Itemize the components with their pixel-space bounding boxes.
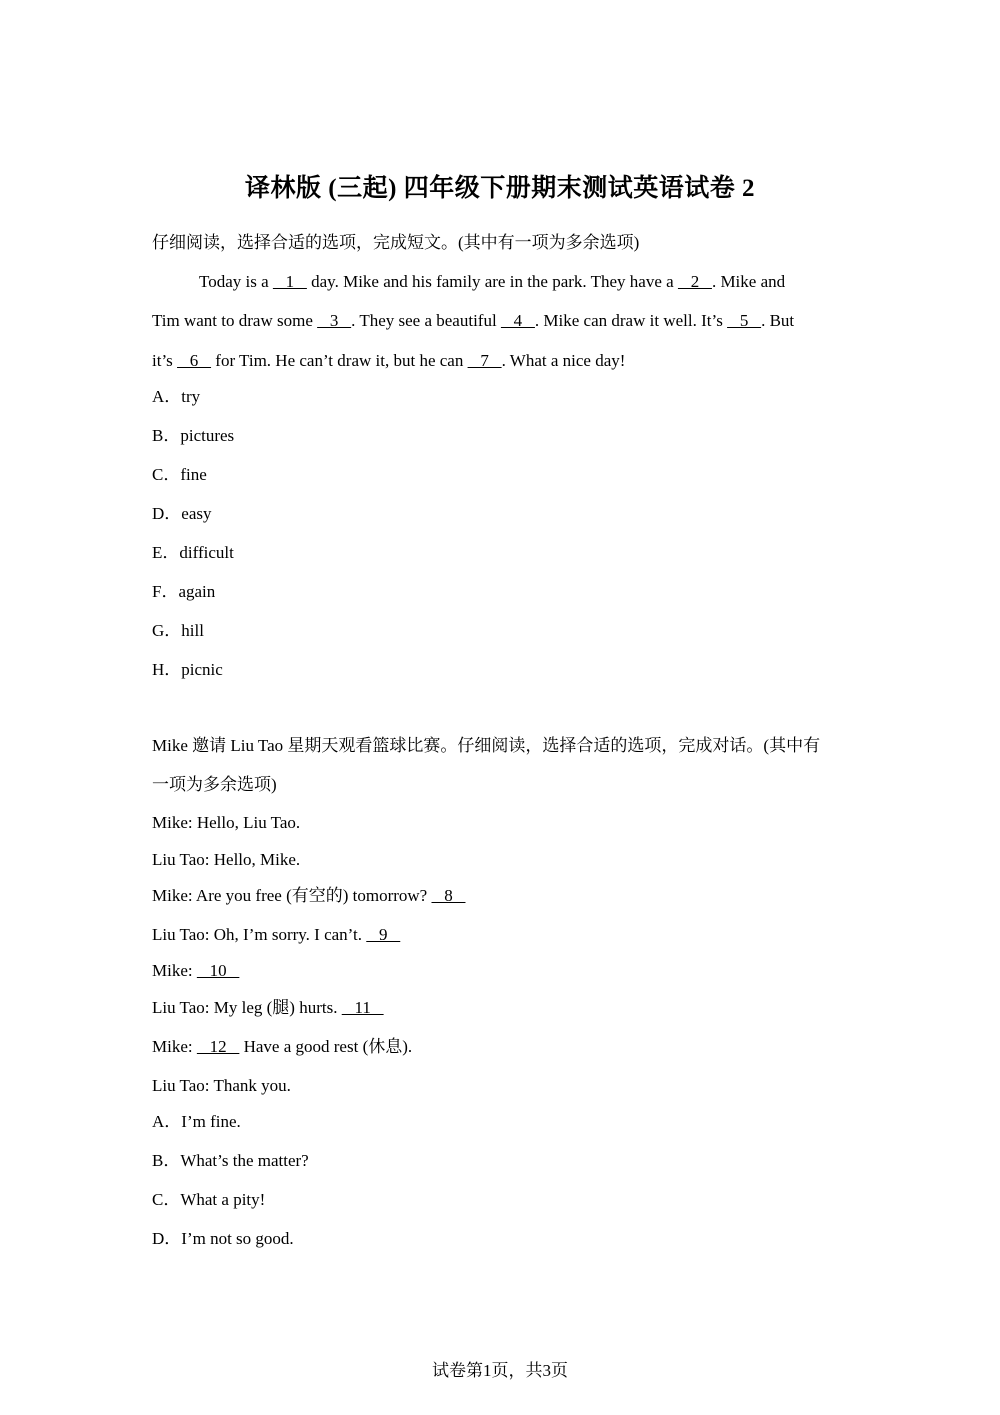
option-f bbox=[152, 581, 215, 603]
blank-11: 11 bbox=[341, 998, 384, 1017]
option-text: picnic bbox=[181, 660, 223, 679]
section2-instruction-line-1: Mike 邀请 Liu Tao 星期天观看篮球比赛。仔细阅读，选择合适的选项，完成对话。(其中有 bbox=[152, 736, 821, 755]
option-b bbox=[152, 1150, 309, 1172]
option-text: again bbox=[178, 582, 216, 601]
option-e bbox=[152, 542, 234, 564]
option-b bbox=[152, 425, 234, 447]
option-text: What a pity! bbox=[180, 1190, 266, 1209]
blank-6: 6 bbox=[177, 351, 212, 370]
passage-text: . They see a beautiful bbox=[351, 311, 501, 330]
blank-1: 1 bbox=[272, 272, 307, 291]
dialog-text: Liu Tao: My leg (腿) hurts. bbox=[152, 998, 342, 1017]
option-d bbox=[152, 1228, 294, 1250]
option-letter: A． bbox=[152, 387, 182, 406]
blank-10: 10 bbox=[196, 961, 240, 980]
blank-7: 7 bbox=[467, 351, 502, 370]
dialog-line-4 bbox=[152, 924, 400, 946]
dialog-line-1: Mike: Hello, Liu Tao. bbox=[152, 813, 301, 832]
passage-text: . But bbox=[761, 311, 795, 330]
passage-text: . Mike and bbox=[711, 272, 786, 291]
option-letter: C． bbox=[152, 1190, 181, 1209]
blank-2: 2 bbox=[677, 272, 712, 291]
option-text: hill bbox=[181, 621, 204, 640]
option-letter: H． bbox=[152, 660, 182, 679]
dialog-line-3 bbox=[152, 885, 465, 907]
dialog-line-2: Liu Tao: Hello, Mike. bbox=[152, 850, 301, 869]
option-letter: G． bbox=[152, 621, 182, 640]
passage-line-3 bbox=[152, 350, 625, 372]
passage-text: Today is a bbox=[199, 272, 273, 291]
option-letter: B． bbox=[152, 1151, 181, 1170]
passage-line-2 bbox=[152, 310, 794, 332]
option-c bbox=[152, 464, 207, 486]
blank-3: 3 bbox=[317, 311, 352, 330]
option-letter: F． bbox=[152, 582, 179, 601]
passage-text: it’s bbox=[152, 351, 178, 370]
passage-text: . Mike can draw it well. It’s bbox=[534, 311, 728, 330]
dialog-text: Mike: bbox=[152, 1037, 197, 1056]
option-letter: C． bbox=[152, 465, 181, 484]
dialog-text: Mike: bbox=[152, 961, 197, 980]
section2-instruction-line-2: 一项为多余选项) bbox=[152, 775, 277, 794]
passage-text: day. Mike and his family are in the park. They have a bbox=[306, 272, 678, 291]
page-title: 译林版 (三起) 四年级下册期末测试英语试卷 2 bbox=[245, 175, 755, 202]
dialog-text: Mike: Are you free (有空的) tomorrow? bbox=[152, 886, 432, 905]
option-letter: D． bbox=[152, 504, 182, 523]
dialog-text: Liu Tao: Oh, I’m sorry. I can’t. bbox=[152, 925, 367, 944]
option-a bbox=[152, 386, 200, 408]
dialog-text: Have a good rest (休息). bbox=[239, 1037, 413, 1056]
blank-4: 4 bbox=[500, 311, 535, 330]
blank-9: 9 bbox=[366, 925, 401, 944]
option-text: What’s the matter? bbox=[180, 1151, 309, 1170]
dialog-line-8: Liu Tao: Thank you. bbox=[152, 1076, 291, 1095]
option-text: easy bbox=[181, 504, 212, 523]
option-letter: B． bbox=[152, 426, 181, 445]
blank-5: 5 bbox=[727, 311, 762, 330]
blank-12: 12 bbox=[196, 1037, 240, 1056]
blank-8: 8 bbox=[431, 886, 466, 905]
passage-text: Tim want to draw some bbox=[152, 311, 318, 330]
option-text: difficult bbox=[179, 543, 234, 562]
option-text: try bbox=[181, 387, 201, 406]
page-footer: 试卷第1页，共3页 bbox=[432, 1361, 568, 1380]
passage-text: . What a nice day! bbox=[501, 351, 626, 370]
passage-line-1 bbox=[199, 271, 785, 293]
section1-instruction: 仔细阅读，选择合适的选项，完成短文。(其中有一项为多余选项) bbox=[152, 233, 640, 252]
option-text: pictures bbox=[180, 426, 235, 445]
option-text: I’m fine. bbox=[181, 1112, 241, 1131]
option-letter: E． bbox=[152, 543, 180, 562]
option-text: fine bbox=[180, 465, 207, 484]
option-a bbox=[152, 1111, 241, 1133]
option-h bbox=[152, 659, 223, 681]
option-d bbox=[152, 503, 212, 525]
dialog-line-5 bbox=[152, 960, 239, 982]
dialog-line-7 bbox=[152, 1036, 412, 1058]
option-letter: D． bbox=[152, 1229, 182, 1248]
passage-text: for Tim. He can’t draw it, but he can bbox=[211, 351, 468, 370]
option-c bbox=[152, 1189, 265, 1211]
option-letter: A． bbox=[152, 1112, 182, 1131]
dialog-line-6 bbox=[152, 997, 384, 1019]
option-g bbox=[152, 620, 204, 642]
option-text: I’m not so good. bbox=[181, 1229, 294, 1248]
